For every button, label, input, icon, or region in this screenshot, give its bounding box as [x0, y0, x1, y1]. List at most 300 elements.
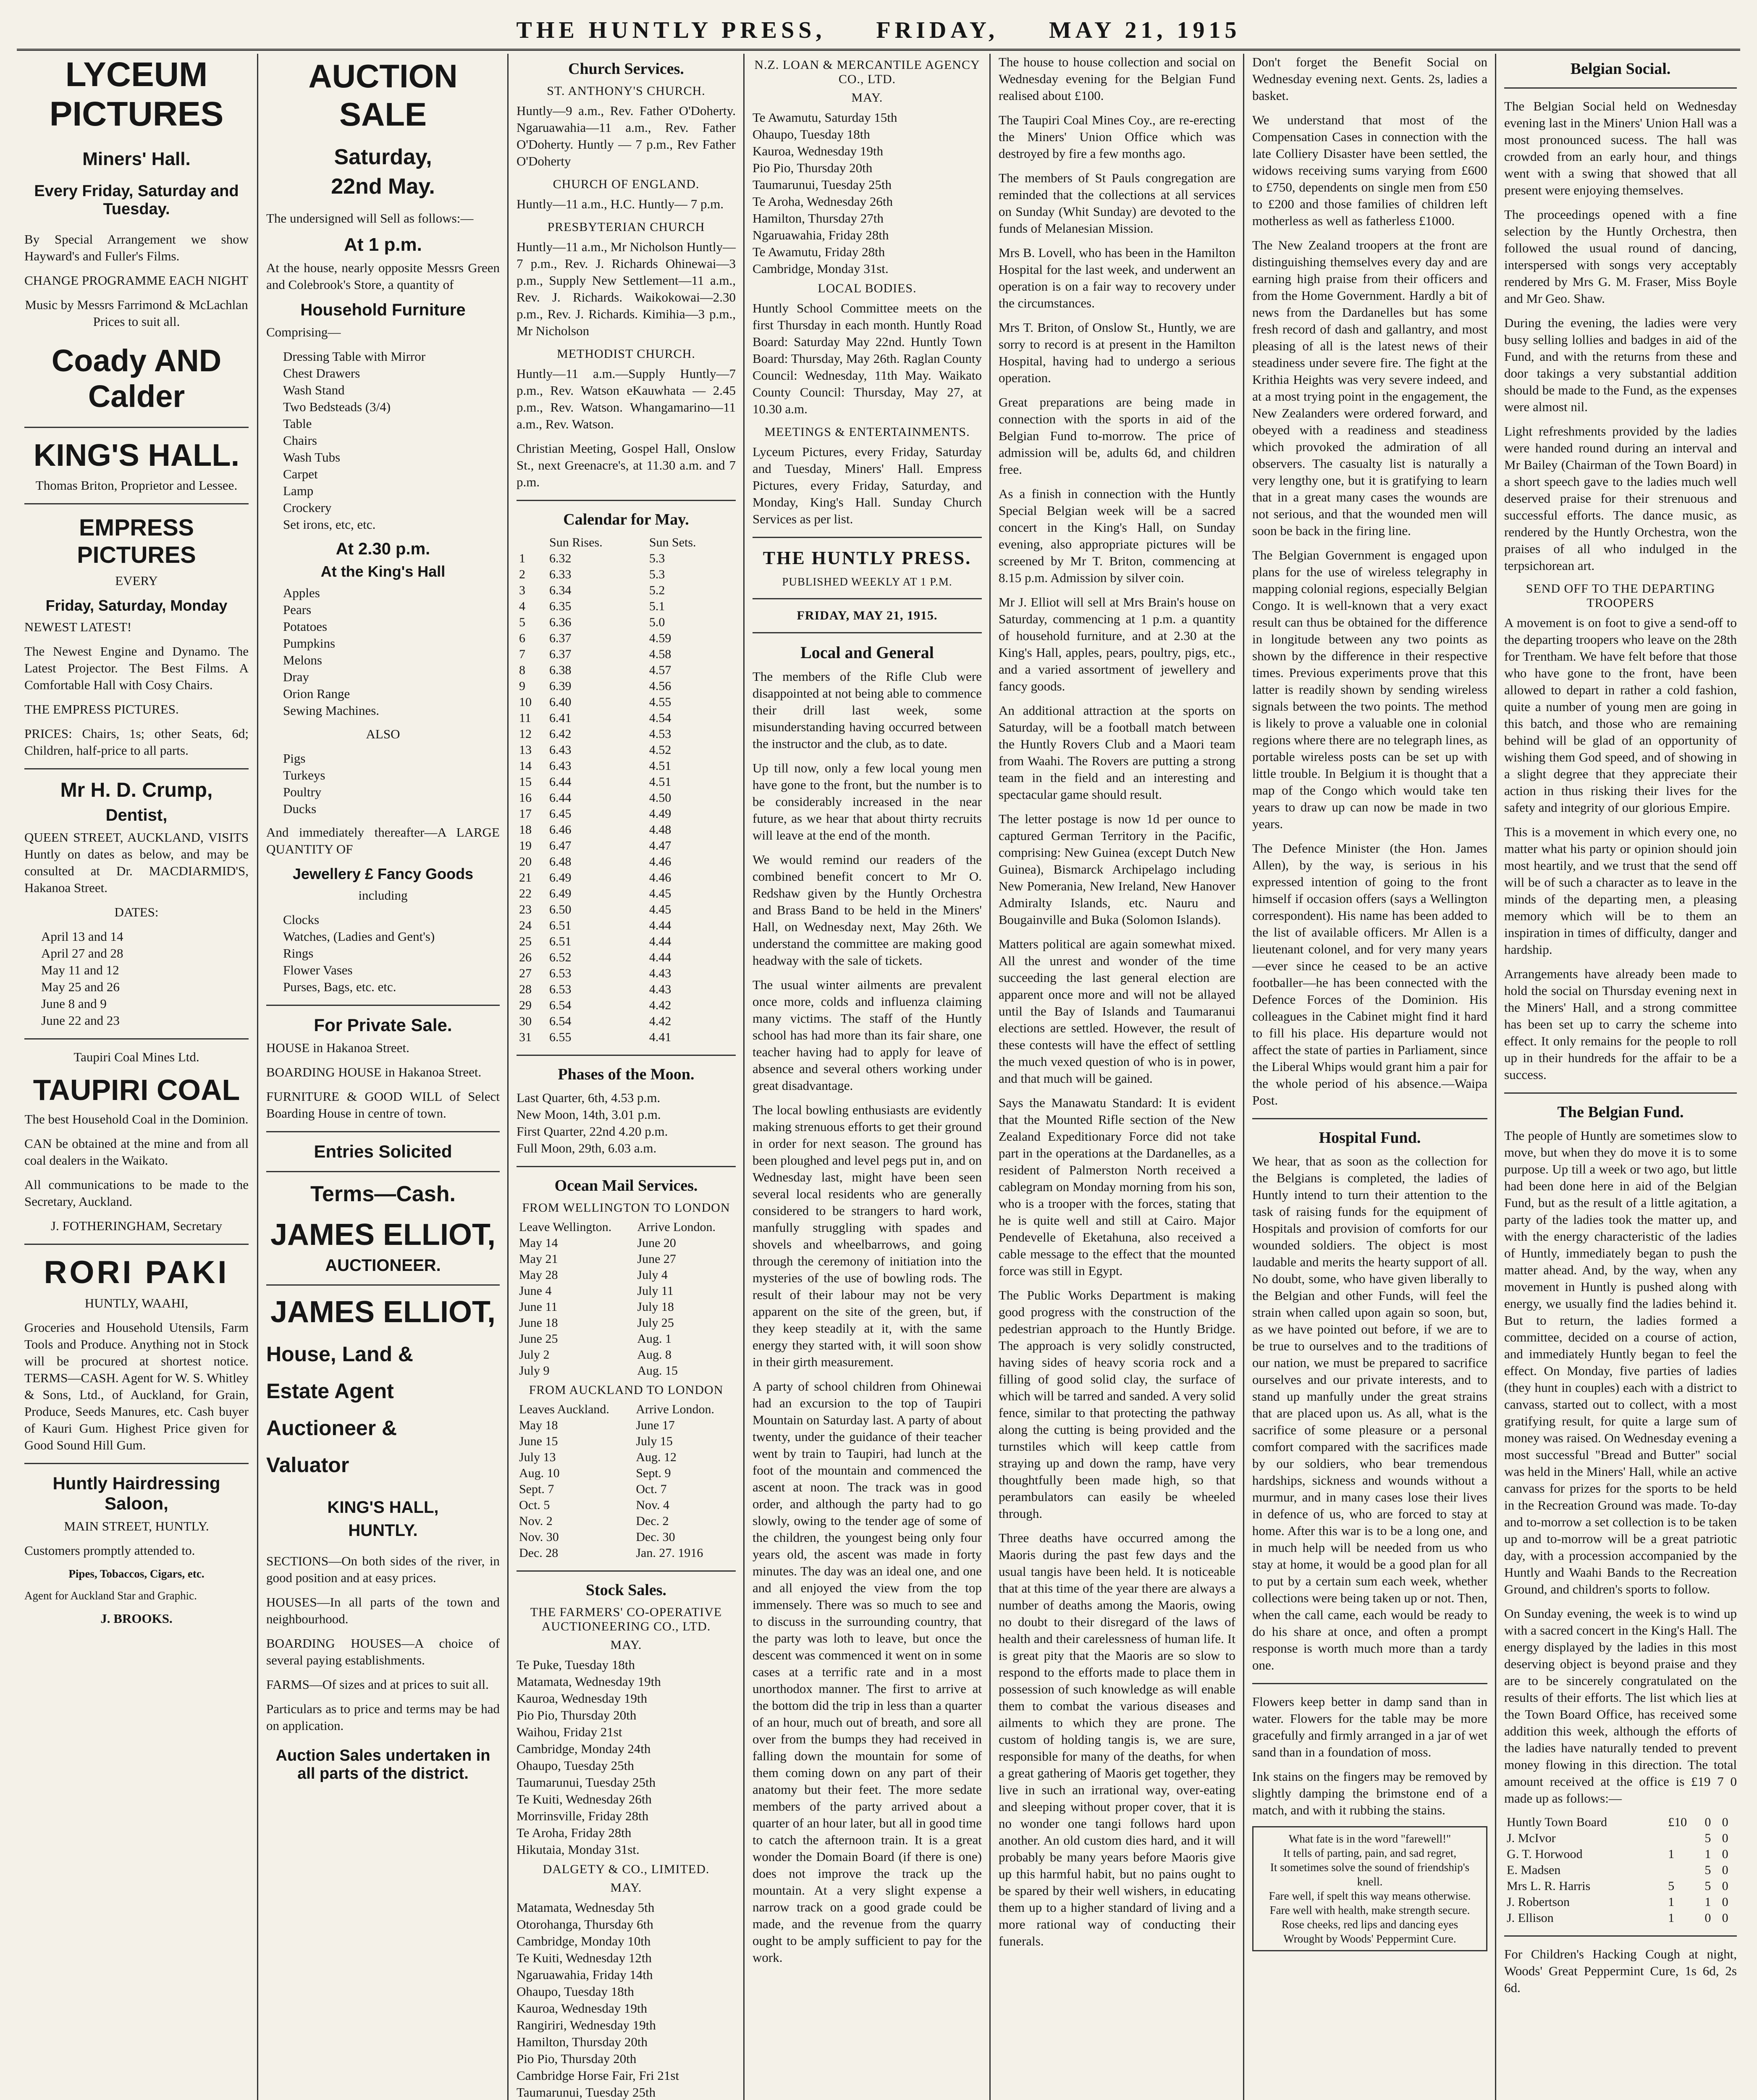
list-item: Chairs: [283, 433, 317, 448]
news-paragraph: The Taupiri Coal Mines Coy., are re-erecting the Miners' Union Office which was destroyed by fire a few months ago.: [999, 113, 1235, 161]
taupiri-best: The best Household Coal in the Dominion.: [24, 1112, 249, 1126]
table-row: 27 6.53 4.43: [519, 966, 671, 980]
list-item: Flower Vases: [283, 963, 353, 977]
list-item: Two Bedsteads (3/4): [283, 399, 391, 414]
list-item: Kauroa, Wednesday 19th: [517, 1691, 648, 1706]
column-3-services: [509, 54, 743, 2100]
column-rule: [257, 54, 258, 2100]
news-paragraph: A party of school children from Ohinewai had an excursion to the top of Taupiri Mountain on Saturday last. A party of about twenty, under the guidance of their teacher went by train to Taupiri, had lunch at the foot of the mountain and commenced the ascent at noon. The track was in good order, and although the party had to go slowly, owing to the tender age of some of the children, the youngest being only four years old, the ascent was made in forty minutes. The day was an ideal one, and one and all enjoyed the view from the top immensely. There was so much to see and to discuss in the surrounding country, that the party was loth to leave, but once the descent was commenced it went on in some cases at a terrific rate and in a most unorthodox manner. The first to arrive at the bottom did the trip in less than a quarter of an hour, much out of breath, and sore all over from the bumps they had received in falling down the mountain for some of them coming down on any part of their anatomy but their feet. The more sedate members of the party arrived about a quarter of an hour later, but all in good time to catch the afternoon train. It is a great wonder the Domain Board (if there is one) does not improve the track up the mountain. At a very slight expense a narrow track on a good grade could be made, and the revenue from the quarry ought to be amply sufficient to pay for the work.: [753, 1379, 982, 1965]
elliot-name-2: JAMES ELLIOT,: [270, 1295, 496, 1329]
mail-wellington: FROM WELLINGTON TO LONDON: [522, 1201, 730, 1215]
huntly-label: HUNTLY.: [348, 1521, 418, 1540]
news-paragraph: On Sunday evening, the week is to wind up with a sacred concert in the King's Hall. The energy displayed by the ladies in this most deserving object is beyond praise and they are to be sincerely congratulated on the results of their efforts. The list which lies at the Town Board Office, has received some addition this week, although the efforts of the ladies have naturally tended to prevent money flowing in this direction. The total amount received at the office is £19 7 0 made up as follows:—: [1504, 1606, 1737, 1806]
list-item: Pears: [283, 602, 312, 617]
boarding-text: BOARDING HOUSES—A choice of several paying establishments.: [266, 1636, 500, 1667]
dalgety-list: [517, 1899, 736, 2100]
kings-hall-label: KING'S HALL,: [327, 1498, 439, 1517]
list-item: Matamata, Wednesday 5th: [517, 1900, 655, 1915]
news-paragraph: The house to house collection and social on Wednesday evening for the Belgian Fund realised about £100.: [999, 55, 1235, 103]
list-item: Cambridge, Monday 10th: [517, 1934, 651, 1948]
lyceum-title: LYCEUM: [65, 55, 208, 94]
table-row: 19 6.47 4.47: [519, 839, 671, 853]
table-row: E. Madsen 5 0: [1507, 1863, 1728, 1877]
list-item: Potatoes: [283, 619, 328, 634]
table-row: 12 6.42 4.53: [519, 727, 671, 741]
list-item: Cambridge Horse Fair, Fri 21st: [517, 2068, 679, 2083]
column-6-news: [1245, 54, 1495, 2100]
table-row: 1 6.32 5.3: [519, 551, 665, 565]
table-row: June 25 Aug. 1: [519, 1332, 672, 1346]
table-row: J. Robertson 1 1 0: [1507, 1895, 1728, 1909]
empress-every: EVERY: [115, 573, 158, 588]
list-item: May 11 and 12: [41, 963, 119, 977]
table-row: 23 6.50 4.45: [519, 903, 671, 916]
table-row: 7 6.37 4.58: [519, 647, 671, 661]
list-item: Kauroa, Wednesday 19th: [517, 2001, 648, 2016]
news-paragraph: The local bowling enthusiasts are evidently making strenuous efforts to get their ground in order for next season. The ground has been ploughed and level pegs put in, and on Wednesday last, might have been seen several local residents who are generally considered to be strangers to hard work, manfully struggling with spades and shovels and wheelbarrows, and going through the ceremony of initiation into the mysteries of the use of bowling rods. The result of their labour may not be very apparent on the site of the green, but, if they keep steadily at it, with the same energy they started with, it will soon show in their girth measurement.: [753, 1102, 982, 1369]
auction-date1: Saturday,: [334, 145, 432, 169]
list-item: Chest Drawers: [283, 366, 360, 381]
column-rule: [989, 54, 991, 2100]
table-row: 29 6.54 4.42: [519, 998, 671, 1012]
list-item: Melons: [283, 653, 322, 667]
crump-name: Mr H. D. Crump,: [60, 779, 213, 801]
auction-footer: Auction Sales undertaken in all parts of the district.: [275, 1747, 490, 1782]
table-row: 25 6.51 4.44: [519, 934, 671, 948]
list-item: Te Puke, Tuesday 18th: [517, 1657, 635, 1672]
masthead-paper: THE HUNTLY PRESS,: [516, 17, 826, 43]
news-paragraph: Says the Manawatu Standard: It is evident that the Mounted Rifle section of the New Zealand Expeditionary Force did not take part in the operations at the Dardanelles, as a resident of Palmerston North received a cablegram on Monday morning from his son, who is a trooper with the forces, stating that he is quite well and still at Cairo. Major Pendevelle of Eketahuna, also received a cable message to the effect that the mounted force was still in Egypt.: [999, 1095, 1235, 1278]
may-label-2: MAY.: [610, 1881, 642, 1895]
list-item: Sewing Machines.: [283, 703, 380, 718]
christian-meeting: Christian Meeting, Gospel Hall, Onslow St., next Greenacre's, at 11.30 a.m. and 7 p.m.: [517, 441, 736, 489]
list-item: Dray: [283, 669, 309, 684]
table-row: 18 6.46 4.48: [519, 823, 671, 837]
table-row: 6 6.37 4.59: [519, 631, 671, 645]
belgian-social-title: Belgian Social.: [1570, 60, 1671, 78]
private-item: BOARDING HOUSE in Hakanoa Street.: [266, 1065, 482, 1079]
lyceum-hall: Miners' Hall.: [82, 149, 191, 169]
table-row: 2 6.33 5.3: [519, 567, 665, 581]
list-item: Ngaruawahia, Friday 14th: [517, 1967, 653, 1982]
news-paragraph: The Defence Minister (the Hon. James Allen), by the way, is serious in his expressed intention of going to the front himself if occasion offers (says a Wellington correspondent). His name has been added to the list of available officers. Mr Allen is a lieutenant colonel, and for very many years—ever since he ceased to be an active footballer—he has been connected with the Defence Forces of the Dominion. His colleagues in the Cabinet might find it hard to fill his place. His departure would not affect the state of parties in Parliament, since the Liberal Whips would grant him a pair for the whole period of his absence.—Waipa Post.: [1252, 841, 1487, 1108]
list-item: Pumpkins: [283, 636, 336, 651]
table-row: Aug. 10 Sept. 9: [519, 1466, 671, 1480]
list-item: Set irons, etc, etc.: [283, 517, 376, 532]
list-item: Hamilton, Thursday 20th: [517, 2034, 648, 2049]
stock-title: Stock Sales.: [585, 1581, 667, 1599]
list-item: Apples: [283, 585, 320, 600]
mail-title: Ocean Mail Services.: [554, 1177, 698, 1194]
list-item: Turkeys: [283, 768, 325, 782]
list-item: Taumarunui, Tuesday 25th: [753, 177, 892, 192]
may-label: MAY.: [610, 1638, 642, 1652]
mail-auckland: FROM AUCKLAND TO LONDON: [529, 1383, 724, 1397]
news-paragraph: The proceedings opened with a fine selection by the Huntly Orchestra, then followed the usual round of dancing, interspersed with songs very acceptably rendered by Mrs G. M. Fraser, Miss Boyle and Mr Geo. Shaw.: [1504, 207, 1737, 306]
table-row: 9 6.39 4.56: [519, 679, 671, 693]
belgian-fund-title: The Belgian Fund.: [1557, 1103, 1684, 1121]
auction-intro: The undersigned will Sell as follows:—: [266, 211, 474, 226]
valuator: Valuator: [266, 1453, 349, 1477]
meetings-text: Lyceum Pictures, every Friday, Saturday and Tuesday, Miners' Hall. Empress Pictures, every Friday, Saturday, and Monday, King's Hall. Sunday Church Services as per list.: [753, 444, 982, 526]
news-paragraph: We understand that most of the Compensation Cases in connection with the late Colliery Disaster have been settled, the widows receiving sums varying from £600 to £750, dependents on single men from £50 to £200 and those families of children left motherless as well as fatherless £1000.: [1252, 113, 1487, 228]
list-item: Purses, Bags, etc. etc.: [283, 979, 396, 994]
list-item: Te Aroha, Friday 28th: [517, 1825, 632, 1840]
list-item: Pio Pio, Thursday 20th: [753, 160, 873, 175]
list-item: Rangiriri, Wednesday 19th: [517, 2018, 656, 2032]
auction-including: including: [358, 888, 408, 903]
column-4-news: [745, 54, 989, 2100]
nz-list: [753, 109, 982, 277]
list-item: Ngaruawahia, Friday 28th: [753, 228, 889, 242]
list-item: Otorohanga, Thursday 6th: [517, 1917, 653, 1932]
moon-phase: New Moon, 14th, 3.01 p.m.: [517, 1107, 661, 1122]
table-row: July 13 Aug. 12: [519, 1450, 677, 1464]
news-paragraph: Great preparations are being made in connection with the sports in aid of the Belgian Fund to-morrow. The price of admission will be, adults 6d, and children free.: [999, 395, 1235, 477]
table-row: 4 6.35 5.1: [519, 599, 665, 613]
masthead-date: MAY 21, 1915: [1049, 17, 1241, 43]
column-2-auction: [259, 54, 507, 2100]
lyceum-change: CHANGE PROGRAMME EACH NIGHT: [24, 273, 249, 288]
list-item: Te Awamutu, Friday 28th: [753, 244, 885, 259]
news-paragraph: Ink stains on the fingers may be removed by slightly damping the brimstone end of a match, and with it rubbing the stains.: [1252, 1769, 1487, 1817]
terms-cash: Terms—Cash.: [310, 1182, 456, 1206]
news-paragraph: Three deaths have occurred among the Maoris during the past few days and the usual tangis have been held. It is noticeable that at this time of the year there are always a number of deaths among the Maoris, owing no doubt to their disregard of the laws of health and their carelessness of human life. It is great pity that the Maoris are so slow to respond to the efforts made to place them in possession of such knowledge as will enable them to combat the various diseases and ailments to which they are prone. The custom of holding tangis is, we are sure, responsible for many of the deaths, for when a great gathering of Maoris get together, they live in such an irrational way, over-eating and sleeping without proper cover, that it is no wonder one tangi follows hard upon another. An old custom dies hard, and it will probably be many years before Maoris give up this harmful habit, but no pains ought to be spared by their well wishers, in educating them up to a higher standard of living and a more rational way of conducting their funerals.: [999, 1530, 1235, 1948]
table-row: Dec. 28 Jan. 27. 1916: [519, 1546, 703, 1560]
list-item: April 27 and 28: [41, 946, 123, 961]
table-row: J. Ellison 1 0 0: [1507, 1911, 1728, 1925]
lyceum-subtitle: PICTURES: [49, 95, 224, 133]
elliot-role: AUCTIONEER.: [325, 1256, 441, 1275]
kings-hall-title: KING'S HALL.: [33, 438, 240, 472]
list-item: Ohaupo, Tuesday 18th: [753, 127, 870, 142]
table-row: Sept. 7 Oct. 7: [519, 1482, 667, 1496]
presbyterian: PRESBYTERIAN CHURCH: [547, 220, 705, 234]
news-paragraph: Mrs T. Briton, of Onslow St., Huntly, we are sorry to record is at present in the Hamilton Hospital, having had to undergo a serious operation.: [999, 320, 1235, 385]
hair-name: J. BROOKS.: [100, 1611, 173, 1626]
list-item: Carpet: [283, 467, 318, 481]
news-paragraph: An additional attraction at the sports on Saturday, will be a football match between the Huntly Rovers Club and a Maori team from Waahi. The Rovers are putting a strong team in the field and an interesting and spectacular game should result.: [999, 703, 1235, 802]
local-general-title: Local and General: [800, 643, 934, 662]
hair-title: Huntly Hairdressing Saloon,: [52, 1473, 220, 1513]
empress-days: Friday, Saturday, Monday: [45, 597, 228, 614]
table-row: 5 6.36 5.0: [519, 615, 665, 629]
farmers-coop: THE FARMERS' CO-OPERATIVE AUCTIONEERING CO., LTD.: [530, 1605, 722, 1633]
table-row: July 9 Aug. 15: [519, 1364, 678, 1378]
table-row: 20 6.48 4.46: [519, 855, 671, 869]
subscription-table: [1504, 1814, 1737, 1926]
auction-date2: 22nd May.: [331, 174, 435, 199]
rori-text: Groceries and Household Utensils, Farm Tools and Produce. Anything not in Stock will be procured at shortest notice. TERMS—CASH. Agent for W. S. Whitley & Sons, Ltd., of Auckland, for Grain, Produce, Seeds Manures, etc. Cash buyer of Kauri Gum. Highest Price given for Good Sound Hill Gum.: [24, 1320, 249, 1452]
table-row: 28 6.53 4.43: [519, 982, 671, 996]
empress-name: THE EMPRESS PICTURES.: [24, 702, 179, 717]
auction-items-2: [266, 585, 500, 719]
news-paragraph: Matters political are again somewhat mixed. All the unrest and wonder of the time succeeding the last general election are apparent once more and will not be allayed until the Bay of Islands and Taumaranui elections are settled. However, the result of these contests will have the effect of settling the much vexed question of who is in power, and that much will be gained.: [999, 937, 1235, 1086]
list-item: Hamilton, Thursday 27th: [753, 211, 884, 226]
table-row: May 14 June 20: [519, 1236, 676, 1250]
auction-comprising: Comprising—: [266, 325, 341, 339]
table-row: J. McIvor 5 0: [1507, 1831, 1728, 1845]
hair-pipes: Pipes, Tobaccos, Cigars, etc.: [68, 1567, 205, 1580]
list-item: Crockery: [283, 500, 332, 515]
table-row: July 2 Aug. 8: [519, 1348, 672, 1362]
masthead-day: FRIDAY,: [876, 17, 999, 43]
empress-prices: PRICES: Chairs, 1s; other Seats, 6d; Children, half-price to all parts.: [24, 726, 249, 758]
auction-items-3: [266, 750, 500, 817]
news-paragraph: The New Zealand troopers at the front are distinguishing themselves every day and are earning high praise from their officers and from the Home Government. Hardly a bit of news from the Dardanelles but has some fresh record of dash and gallantry, and most pleasing of all is the latest news of their steadiness under severe fire. The fight at the Krithia Heights was very severe indeed, and at a most trying point in the engagement, the New Zealanders were ordered forward, and obeyed with a readiness and steadiness which provoked the admiration of all observers. The casualty list is naturally a very lengthy one, but it is gratifying to learn that in a great many cases the wounds are not serious, and that the wounded men will soon be back in the firing line.: [1252, 238, 1487, 538]
may-label: MAY.: [851, 91, 883, 105]
taupiri-ltd: Taupiri Coal Mines Ltd.: [73, 1050, 199, 1064]
table-row: Nov. 2 Dec. 2: [519, 1514, 669, 1528]
news-paragraph: During the evening, the ladies were very busy selling lollies and badges in aid of the Fund, and with the returns from these and door takings a very substantial addition should be made to the Fund, as the expenses were almost nil.: [1504, 315, 1737, 414]
list-item: Pigs: [283, 751, 306, 766]
table-row: Huntly Town Board £10 0 0: [1507, 1815, 1728, 1829]
table-row: 3 6.34 5.2: [519, 583, 665, 597]
table-row: 21 6.49 4.46: [519, 871, 671, 885]
moon-phase: First Quarter, 22nd 4.20 p.m.: [517, 1124, 668, 1139]
lyceum-days: Every Friday, Saturday and Tuesday.: [34, 182, 239, 218]
press-sub: PUBLISHED WEEKLY AT 1 P.M.: [782, 575, 952, 588]
masthead: [17, 12, 1740, 51]
england-text: Huntly—11 a.m., H.C. Huntly— 7 p.m.: [517, 197, 724, 211]
list-item: Morrinsville, Friday 28th: [517, 1809, 649, 1823]
local-bodies-text: Huntly School Committee meets on the first Thursday in each month. Huntly Road Board: Saturday May 22nd. Huntly Town Board: Thursday, May 26th. Raglan County Council: Wednesday, 11th May. Waikato County Council: Thursday, May 27, at 10.30 a.m.: [753, 301, 982, 416]
presby-text: Huntly—11 a.m., Mr Nicholson Huntly—7 p.m., Rev. J. Richards Ohinewai—3 p.m., Supply New Settlement—11 a.m., Rev. J. Richards. Waikokowai—2.30 p.m., Rev. J. Richards. Kimihia—3 p.m., Mr Nicholson: [517, 239, 736, 338]
list-item: Ohaupo, Tuesday 18th: [517, 1984, 634, 1999]
church-of-england: CHURCH OF ENGLAND.: [553, 177, 700, 191]
news-paragraph: As a finish in connection with the Huntly Special Belgian week will be a sacred concert in the King's Hall, on Sunday evening, also appropriate pictures will be screened by Mr T. Briton, commencing at 8.15 p.m. Admission by silver coin.: [999, 486, 1235, 585]
auction-also: ALSO: [366, 727, 400, 741]
news-paragraph: Light refreshments provided by the ladies were handed round during an interval and Mr Bailey (Chairman of the Town Board) in a short speech gave to the ladies much well deserved praise for their strenuous and successful efforts. The dance music, as rendered by the Huntly Orchestra, won the praises of all who indulged in the terpsichorean art.: [1504, 424, 1737, 573]
news-paragraph: Mr J. Elliot will sell at Mrs Brain's house on Saturday, commencing at 1 p.m. a quantity of household furniture, and at 2.30 at the King's Hall, apples, pears, poultry, pigs, etc., and a varied assortment of jewellery and fancy goods.: [999, 595, 1235, 693]
auction-title: AUCTION SALE: [308, 58, 458, 133]
methodist-text: Huntly—11 a.m.—Supply Huntly—7 p.m., Rev. Watson eKauwhata — 2.45 p.m., Rev. Watson. Whangamarino—11 a.m., Rev. Watson.: [517, 366, 736, 431]
table-row: 15 6.44 4.51: [519, 775, 671, 789]
list-item: Watches, (Ladies and Gent's): [283, 929, 435, 944]
column-rule: [1243, 54, 1244, 2100]
list-item: Taumarunui, Tuesday 25th: [517, 2085, 656, 2100]
column-rule: [507, 54, 509, 2100]
auctioneer-and: Auctioneer &: [266, 1416, 397, 1440]
table-row: Nov. 30 Dec. 30: [519, 1530, 675, 1544]
lyceum-text: By Special Arrangement we show Hayward's and Fuller's Films.: [24, 232, 249, 263]
auction-jewellery: Jewellery £ Fancy Goods: [292, 865, 474, 882]
news-paragraph: Don't forget the Benefit Social on Wednesday evening next. Gents. 2s, ladies a basket.: [1252, 55, 1487, 103]
table-row: May 28 July 4: [519, 1268, 668, 1282]
table-row: June 4 July 11: [519, 1284, 674, 1298]
table-row: 16 6.44 4.50: [519, 791, 671, 805]
table-row: 14 6.43 4.51: [519, 759, 671, 773]
auction-items-1: [266, 348, 500, 533]
table-row: 24 6.51 4.44: [519, 919, 671, 932]
auction-furniture: Household Furniture: [300, 301, 466, 319]
table-row: June 11 July 18: [519, 1300, 674, 1314]
list-item: Ohaupo, Tuesday 25th: [517, 1758, 634, 1773]
list-item: Te Awamutu, Saturday 15th: [753, 110, 897, 125]
estate-agent: Estate Agent: [266, 1379, 394, 1403]
local-bodies: LOCAL BODIES.: [818, 281, 917, 295]
crump-dates: [24, 928, 249, 1029]
list-item: Pio Pio, Thursday 20th: [517, 2051, 637, 2066]
sections-text: SECTIONS—On both sides of the river, in good position and at easy prices.: [266, 1554, 500, 1585]
crump-text: QUEEN STREET, AUCKLAND, VISITS Huntly on dates as below, and may be consulted at Dr. MACDIARMID'S, Hakanoa Street.: [24, 830, 249, 895]
list-item: May 25 and 26: [41, 979, 120, 994]
table-row: 10 6.40 4.55: [519, 695, 671, 709]
private-sale-title: For Private Sale.: [314, 1015, 452, 1035]
private-item: HOUSE in Hakanoa Street.: [266, 1040, 409, 1055]
st-anthony: ST. ANTHONY'S CHURCH.: [547, 84, 705, 98]
coady-calder: Coady AND Calder: [51, 343, 222, 414]
hospital-fund-title: Hospital Fund.: [1319, 1129, 1421, 1147]
list-item: Ducks: [283, 801, 317, 816]
auction-time2: At 2.30 p.m.: [336, 540, 430, 558]
news-paragraph: The people of Huntly are sometimes slow to move, but when they do move it is to some purpose. Up till a week or two ago, but little had been done here in aid of the Belgian Fund, but as the result of a little agitation, a party of the ladies took the matter up, and with the energy characteristic of the ladies of Huntly, immediately began to push the matter ahead. And, by the way, when any movement in Huntly is pushed along with energy, we usually find the ladies behind it. But to return, the ladies formed a committee, decided on a course of action, and immediately Huntly began to feel the effect. On Monday, five parties of ladies (they hunt in couples) each with a district to canvass, started out to collect, with a most gratifying result, for quite a large sum of money was raised. On Wednesday evening a most successful "Bread and Butter" social was held in the Miners' Hall, while an active canvass for prizes for the sports to be held in the Recreation Ground was made. To-day and to-morrow a set collection is to be taken up and to-morrow will be a great patriotic day, with a procession accompanied by the Huntly and Waahi Bands to the Recreation Ground, and children's sports to follow.: [1504, 1128, 1737, 1596]
empress-title: EMPRESS PICTURES: [77, 514, 196, 568]
list-item: Cambridge, Monday 24th: [517, 1741, 651, 1756]
moon-title: Phases of the Moon.: [558, 1066, 695, 1083]
auction-items-4: [266, 911, 500, 995]
methodist: METHODIST CHURCH.: [557, 347, 695, 361]
column-5-news: [991, 54, 1243, 2100]
taupiri-title: TAUPIRI COAL: [33, 1074, 240, 1106]
table-row: 22 6.49 4.45: [519, 887, 671, 900]
table-row: May 18 June 17: [519, 1418, 675, 1432]
table-row: G. T. Horwood 1 1 0: [1507, 1847, 1728, 1861]
houses-text: HOUSES—In all parts of the town and neighbourhood.: [266, 1595, 500, 1626]
news-paragraph: Flowers keep better in damp sand than in water. Flowers for the table may be more gracefully and firmly arranged in a jar of wet sand than in a foundation of moss.: [1252, 1694, 1487, 1759]
private-item: FURNITURE & GOOD WILL of Select Boarding House in centre of town.: [266, 1089, 500, 1121]
woods-advert: What fate is in the word "farewell!" It tells of parting, pain, and sad regret, It sometimes solve the sound of friendship's knell. Fare well, if spelt this way means otherwise. Fare well with health, make strength secure. Rose cheeks, red lips and dancing eyes Wrought by Woods' Peppermint Cure.: [1252, 1826, 1487, 1951]
crump-role: Dentist,: [105, 806, 168, 824]
column-7-news: [1497, 54, 1744, 2100]
st-anthony-text: Huntly—9 a.m., Rev. Father O'Doherty. Ngaruawahia—11 a.m., Rev. Father O'Doherty. Huntly — 7 p.m., Rev Father O'Doherty: [517, 103, 736, 168]
news-paragraph: A movement is on foot to give a send-off to the departing troopers who leave on the 28th for Trentham. We have felt before that those who have gone to the front, have been allowed to depart in rather a cold fashion, quite a number of young men are going in this batch, and those who are remaining behind will be glad of an opportunity of wishing them God speed, and of showing in a slight degree that they appreciate their action in thus risking their lives for the safety and integrity of our glorious Empire.: [1504, 615, 1737, 815]
moon-phase: Full Moon, 29th, 6.03 a.m.: [517, 1141, 657, 1155]
list-item: Table: [283, 416, 312, 431]
hair-street: MAIN STREET, HUNTLY.: [64, 1519, 209, 1533]
list-item: Clocks: [283, 912, 320, 927]
news-paragraph: We would remind our readers of the combined benefit concert to Mr O. Redshaw given by the Huntly Orchestra and Brass Band to be held in the Miners' Hall, on Wednesday next, May 26th. We understand the committee are making good headway with the sale of tickets.: [753, 852, 982, 968]
list-item: Rings: [283, 946, 314, 961]
news-paragraph: The letter postage is now 1d per ounce to captured German Territory in the Pacific, comprising: New Guinea (except Dutch New Guinea), Bismarck Archipelago including New Pomerania, New Ireland, New Hanover Admiralty Islands, etc. Nauru and Bougainville and Buka (Solomon Islands).: [999, 811, 1235, 927]
moon-phase: Last Quarter, 6th, 4.53 p.m.: [517, 1090, 661, 1105]
lyceum-music: Music by Messrs Farrimond & McLachlan Prices to suit all.: [25, 297, 248, 329]
house-land: House, Land &: [266, 1342, 414, 1366]
news-paragraph: Up till now, only a few local young men have gone to the front, but the number is to be considerably increased in the near future, as we hear that about thirty recruits will leave at the end of the month.: [753, 761, 982, 843]
table-row: 8 6.38 4.57: [519, 663, 671, 677]
news-paragraph: Mrs B. Lovell, who has been in the Hamilton Hospital for the last week, and underwent an operation is on a fair way to recovery under the circumstances.: [999, 245, 1235, 310]
list-item: Te Kuiti, Wednesday 26th: [517, 1792, 652, 1806]
auction-thereafter: And immediately thereafter—A LARGE QUANTITY OF: [266, 825, 500, 856]
table-row: June 18 July 25: [519, 1316, 674, 1330]
taupiri-text: CAN be obtained at the mine and from all coal dealers in the Waikato.: [24, 1136, 249, 1168]
table-row: Oct. 5 Nov. 4: [519, 1498, 670, 1512]
news-paragraph: The usual winter ailments are prevalent once more, colds and influenza claiming many victims. The staff of the Huntly school has had more than its fair share, one teacher having had to apply for leave of absence and several others working under great disadvantage.: [753, 977, 982, 1093]
list-item: Kauroa, Wednesday 19th: [753, 144, 884, 158]
list-item: Dressing Table with Mirror: [283, 349, 426, 364]
rori-place: HUNTLY, WAAHI,: [84, 1296, 189, 1310]
dalgety: DALGETY & CO., LIMITED.: [543, 1862, 710, 1876]
list-item: Cambridge, Monday 31st.: [753, 261, 889, 276]
news-paragraph: We hear, that as soon as the collection for the Belgians is completed, the ladies of Huntly intend to turn their attention to the task of raising funds for the equipment of Hospitals and provision of comforts for our wounded soldiers. The object is most laudable and merits the hearty support of all. No doubt, some, who have given liberally to the Belgian and other Funds, will feel the strain when called upon again so soon, but, as we have pointed out before, if we are to be true to ourselves and to the traditions of our nation, we must be prepared to sacrifice ourselves and our private interests, and to stand up manfully under the great strains that are placed upon us. As all, what is the sacrifice of some pleasure or a personal comfort compared with the sacrifices made by our soldiers, who bear tremendous hardships, sickness and wounds without a murmur, and in many cases lose their lives in defence of us, who are forced to stay at home. After this war is to be a long one, and in much help will be needed from us who stay at home, it would be a good plan for all to put by a certain sum each week, whether collections were being taken up or not. Then, when the call came, each would be ready to do his share at once, and often a prompt response is worth much more than a tardy one.: [1252, 1154, 1487, 1672]
meetings-title: MEETINGS & ENTERTAINMENTS.: [764, 425, 970, 439]
news-paragraph: This is a movement in which every one, no matter what his party or opinion should join most heartily, and we trust that the send off will be of such a character as to leave in the minds of the departing men, a pleasing memory which will be to them an inspiration in times of difficulty, danger and hardship.: [1504, 824, 1737, 957]
news-paragraph: The Public Works Department is making good progress with the construction of the pedestrian approach to the Huntly Bridge. The approach is very solidly constructed, having sides of heavy scoria rock and a filling of good solid clay, the surface of which will be tarred and sanded. A very solid fence, similar to that protecting the pathway along the cutting is being provided and the turnstiles which will keep cattle from straying up and down the ramp, have very thoughtfully been made high, so that perambulators can easily be wheeled through.: [999, 1288, 1235, 1521]
press-title: THE HUNTLY PRESS.: [763, 548, 972, 568]
list-item: Matamata, Wednesday 19th: [517, 1674, 661, 1689]
hair-agent: Agent for Auckland Star and Graphic.: [24, 1589, 197, 1602]
column-rule: [743, 54, 745, 2100]
taupiri-comm: All communications to be made to the Secretary, Auckland.: [24, 1177, 249, 1209]
list-item: Waihou, Friday 21st: [517, 1725, 622, 1739]
press-date: FRIDAY, MAY 21, 1915.: [797, 609, 938, 622]
table-row: 13 6.43 4.52: [519, 743, 671, 757]
mail-wellington-table: Leave Wellington. Arrive London. May 14 June 20 May 21 June 27 May 28 July 4 June 4 July 11 June 11 July 18 June 18 July 25 June 25 Aug. 1 July 2 Aug. 8 July 9 Aug. 15: [517, 1219, 736, 1379]
list-item: Poultry: [283, 785, 322, 799]
farmers-list: [517, 1656, 736, 1858]
list-item: Hikutaia, Monday 31st.: [517, 1842, 640, 1857]
table-row: 31 6.55 4.41: [519, 1030, 671, 1044]
list-item: Taumarunui, Tuesday 25th: [517, 1775, 656, 1790]
mail-auckland-table: Leaves Auckland. Arrive London. May 18 June 17 June 15 July 15 July 13 Aug. 12 Aug. 10 Sept. 9 Sept. 7 Oct. 7 Oct. 5 Nov. 4 Nov. 2 Dec. 2 Nov. 30 Dec. 30 Dec. 28 Jan. 27. 1916: [517, 1402, 736, 1561]
calendar-title: Calendar for May.: [563, 511, 689, 528]
news-paragraph: Arrangements have already been made to hold the social on Thursday evening next in the Miners' Hall, and a strong committee has been set up to carry the scheme into effect. It only remains for the people to roll up in their hundreds for the affair to be a success.: [1504, 966, 1737, 1082]
news-paragraph: The Belgian Government is engaged upon plans for the use of wireless telegraphy in mapping colonial regions, especially Belgian Congo. It is well-known that a very exact result can thus be obtained for the difference in longitude between any two points as shown by the difference in their respective times. Previous experiments prove that this latter is readily shown by sending wireless signals between the two points. The method is likely to prove a valuable one in colonial regions where there are no telegraph lines, as portable wireless posts can be set up with little trouble. In Belgium it is thought that a map of the Congo which would take ten years to draw up can now be made in two years.: [1252, 548, 1487, 831]
list-item: Wash Stand: [283, 383, 345, 397]
table-row: Mrs L. R. Harris 5 5 0: [1507, 1879, 1728, 1893]
crump-dates-label: DATES:: [114, 905, 159, 919]
farms-text: FARMS—Of sizes and at prices to suit all.: [266, 1677, 489, 1692]
table-row: May 21 June 27: [519, 1252, 676, 1266]
empress-text: The Newest Engine and Dynamo. The Latest Projector. The Best Films. A Comfortable Hall with Cosy Chairs.: [24, 644, 249, 692]
list-item: Wash Tubs: [283, 450, 341, 465]
auction-kings: At the King's Hall: [320, 563, 446, 580]
list-item: Te Kuiti, Wednesday 12th: [517, 1950, 652, 1965]
hair-customers: Customers promptly attended to.: [24, 1543, 195, 1558]
table-row: 30 6.54 4.42: [519, 1014, 671, 1028]
table-row: 11 6.41 4.54: [519, 711, 671, 725]
auction-house-text: At the house, nearly opposite Messrs Green and Colebrook's Store, a quantity of: [266, 260, 500, 292]
table-row: 17 6.45 4.49: [519, 807, 671, 821]
rori-title: RORI PAKI: [44, 1255, 229, 1290]
church-title: Church Services.: [568, 60, 684, 78]
list-item: Orion Range: [283, 686, 350, 701]
news-paragraph: The members of the Rifle Club were disappointed at not being able to commence their drill last week, some misunderstanding having occurred between the instructor and the club, as to date.: [753, 669, 982, 751]
entries-solicited: Entries Solicited: [314, 1142, 452, 1161]
list-item: Te Aroha, Wednesday 26th: [753, 194, 893, 209]
column-1-ads: [17, 54, 256, 2100]
empress-newest: NEWEST LATEST!: [24, 620, 132, 634]
news-paragraph: The Belgian Social held on Wednesday evening last in the Miners' Union Hall was a most pronounced sucess. The hall was crowded from an early hour, and things went with a swing that showed that all present were enjoying themselves.: [1504, 99, 1737, 197]
send-off-title: SEND OFF TO THE DEPARTING TROOPERS: [1526, 582, 1715, 610]
calendar-table: Sun Rises. Sun Sets. 1 6.32 5.3 2 6.33 5.3 3 6.34 5.2 4 6.35 5.1 5 6.36 5.0 6 6.37 4.59 7 6.37 4.58 8 6.38 4.57 9 6.39 4.56 10 6.40 4.55 11 6.41 4.54 12 6.42 4.53 13 6.43 4.52 14 6.43 4.51 15 6.44 4.51 16 6.44 4.50 17 6.45 4.49 18 6.46 4.48 19 6.47 4.47 20 6.48 4.46 21 6.49 4.46 22 6.49 4.45 23 6.50 4.45 24 6.51 4.44 25 6.51 4.44 26 6.52 4.44 27 6.53 4.43 28 6.53 4.43 29 6.54 4.42 30 6.54 4.42 31 6.55 4.41: [517, 535, 736, 1045]
table-row: June 15 July 15: [519, 1434, 673, 1448]
list-item: June 8 and 9: [41, 996, 107, 1011]
elliot-name: JAMES ELLIOT,: [270, 1218, 496, 1252]
table-row: 26 6.52 4.44: [519, 950, 671, 964]
taupiri-secretary: J. FOTHERINGHAM, Secretary: [50, 1218, 223, 1233]
kings-hall-text: Thomas Briton, Proprietor and Lessee.: [35, 478, 238, 493]
woods-footer: For Children's Hacking Cough at night, Woods' Great Peppermint Cure, 1s 6d, 2s 6d.: [1504, 1947, 1737, 1995]
list-item: Lamp: [283, 483, 314, 498]
particulars-text: Particulars as to price and terms may be had on application.: [266, 1701, 500, 1733]
list-item: June 22 and 23: [41, 1013, 120, 1028]
list-item: April 13 and 14: [41, 929, 123, 944]
nz-loan: N.Z. LOAN & MERCANTILE AGENCY CO., LTD.: [754, 58, 980, 86]
news-paragraph: The members of St Pauls congregation are reminded that the collections at all services on Sunday (Whit Sunday) are devoted to the funds of Melanesian Mission.: [999, 171, 1235, 236]
auction-time: At 1 p.m.: [344, 234, 422, 255]
list-item: Pio Pio, Thursday 20th: [517, 1708, 637, 1722]
